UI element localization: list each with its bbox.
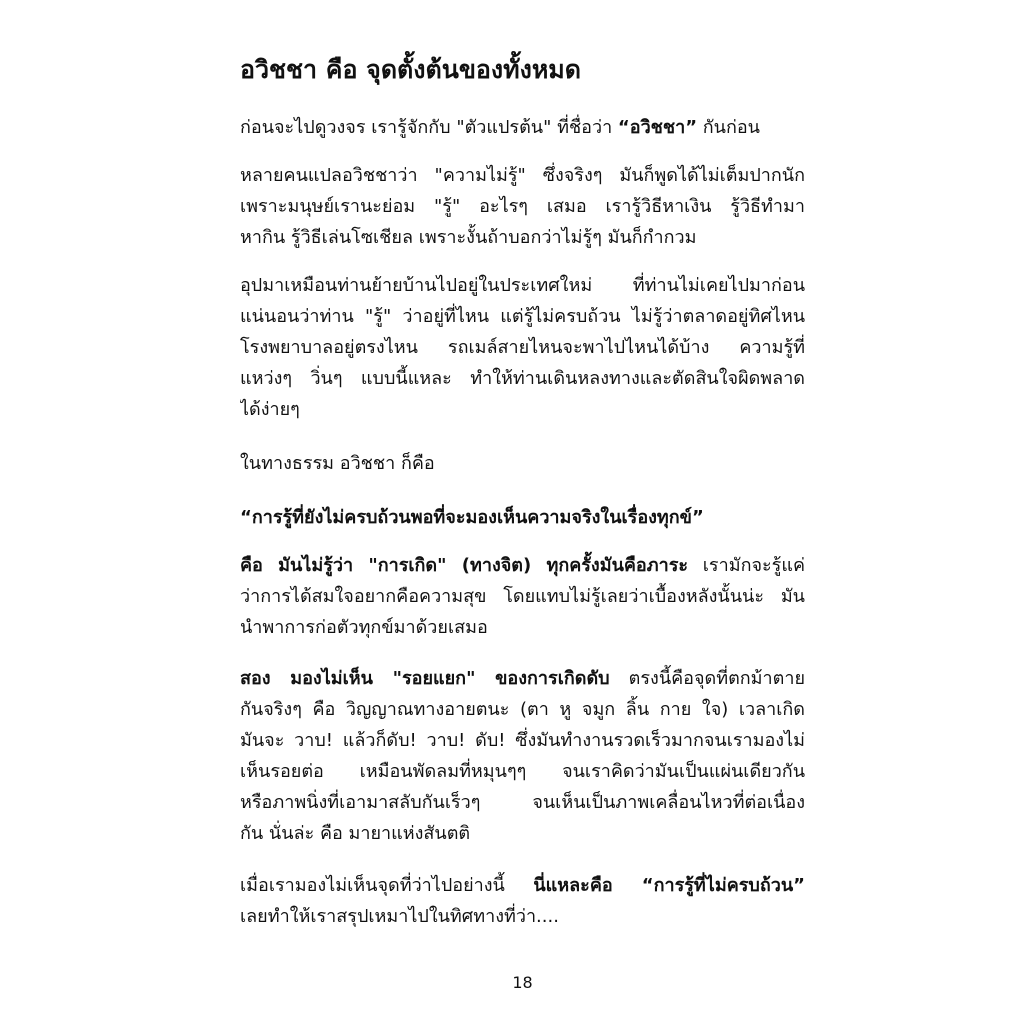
paragraph-line: เลยทำให้เราสรุปเหมาไปในทิศทางที่ว่า.... (240, 906, 559, 927)
paragraph-analogy (240, 270, 805, 425)
paragraph-dharma (240, 448, 805, 479)
point-one-heading: คือ มันไม่รู้ว่า "การเกิด" (ทางจิต) ทุกครั้งมันคือภาระ (240, 555, 689, 576)
bold-conclusion: นี่แหละคือ “การรู้ที่ไม่ครบถ้วน” (533, 875, 805, 896)
definition-quote (240, 502, 805, 533)
text-run: เมื่อเรามองไม่เห็นจุดที่ว่าไปอย่างนี้ (240, 875, 534, 896)
paragraph-line: มันจะ วาบ! แล้วก็ดับ! วาบ! ดับ! ซึ่งมันทำงานรวดเร็วมากจนเรามองไม่ (240, 730, 805, 751)
paragraph-line: เพราะมนุษย์เรานะย่อม "รู้" อะไรๆ เสมอ เรารู้วิธีหาเงิน รู้วิธีทำมา (240, 196, 805, 217)
paragraph-line: ได้ง่ายๆ (240, 399, 300, 420)
paragraph-line: หรือภาพนิ่งที่เอามาสลับกันเร็วๆ จนเห็นเป็นภาพเคลื่อนไหวที่ต่อเนื่อง (240, 792, 805, 813)
paragraph-line: หากิน รู้วิธีเล่นโซเชียล เพราะงั้นถ้าบอกว่าไม่รู้ๆ มันก็กำกวม (240, 227, 697, 248)
paragraph-line: นำพาการก่อตัวทุกข์มาด้วยเสมอ (240, 617, 488, 638)
text-run: กันก่อน (697, 117, 760, 138)
paragraph-line (240, 550, 805, 581)
paragraph-conclusion (240, 870, 805, 932)
paragraph-line (240, 112, 805, 143)
paragraph-line: โรงพยาบาลอยู่ตรงไหน รถเมล์สายไหนจะพาไปไหนได้บ้าง ความรู้ที่ (240, 337, 805, 358)
paragraph-line: หลายคนแปลอวิชชาว่า "ความไม่รู้" ซึ่งจริงๆ มันก็พูดได้ไม่เต็มปากนัก (240, 165, 805, 186)
paragraph-line: ในทางธรรม อวิชชา ก็คือ (240, 453, 435, 474)
chapter-title: อวิชชา คือ จุดตั้งต้นของทั้งหมด (240, 55, 582, 84)
document-page (240, 0, 805, 1024)
paragraph-line: แน่นอนว่าท่าน "รู้" ว่าอยู่ที่ไหน แต่รู้ไม่ครบถ้วน ไม่รู้ว่าตลาดอยู่ทิศไหน (240, 306, 805, 327)
page-number: 18 (512, 973, 533, 992)
point-two-heading: สอง มองไม่เห็น "รอยแยก" ของการเกิดดับ (240, 668, 610, 689)
paragraph-intro (240, 112, 805, 143)
text-run: ก่อนจะไปดูวงจร เรารู้จักกับ "ตัวแปรต้น" ที่ชื่อว่า (240, 117, 618, 138)
paragraph-meaning (240, 160, 805, 253)
paragraph-line: เห็นรอยต่อ เหมือนพัดลมที่หมุนๆๆ จนเราคิดว่ามันเป็นแผ่นเดียวกัน (240, 761, 805, 782)
paragraph-line (240, 870, 805, 901)
text-run: เรามักจะรู้แค่ (688, 555, 805, 576)
paragraph-point-two (240, 663, 805, 849)
paragraph-line: แหว่งๆ วิ่นๆ แบบนี้แหละ ทำให้ท่านเดินหลงทางและตัดสินใจผิดพลาด (240, 368, 805, 389)
text-run: ตรงนี้คือจุดที่ตกม้าตาย (609, 668, 805, 689)
paragraph-line: ว่าการได้สมใจอยากคือความสุข โดยแทบไม่รู้เลยว่าเบื้องหลังนั้นน่ะ มัน (240, 586, 805, 607)
paragraph-line: กัน นั่นล่ะ คือ มายาแห่งสันตติ (240, 823, 471, 844)
paragraph-line: อุปมาเหมือนท่านย้ายบ้านไปอยู่ในประเทศใหม่ ที่ท่านไม่เคยไปมาก่อน (240, 275, 805, 296)
paragraph-line: “การรู้ที่ยังไม่ครบถ้วนพอที่จะมองเห็นความจริงในเรื่องทุกข์” (240, 507, 704, 528)
bold-term-avijja: “อวิชชา” (617, 117, 698, 138)
paragraph-point-one (240, 550, 805, 643)
paragraph-line (240, 663, 805, 694)
paragraph-line: กันจริงๆ คือ วิญญาณทางอายตนะ (ตา หู จมูก ลิ้น กาย ใจ) เวลาเกิด (240, 699, 805, 720)
